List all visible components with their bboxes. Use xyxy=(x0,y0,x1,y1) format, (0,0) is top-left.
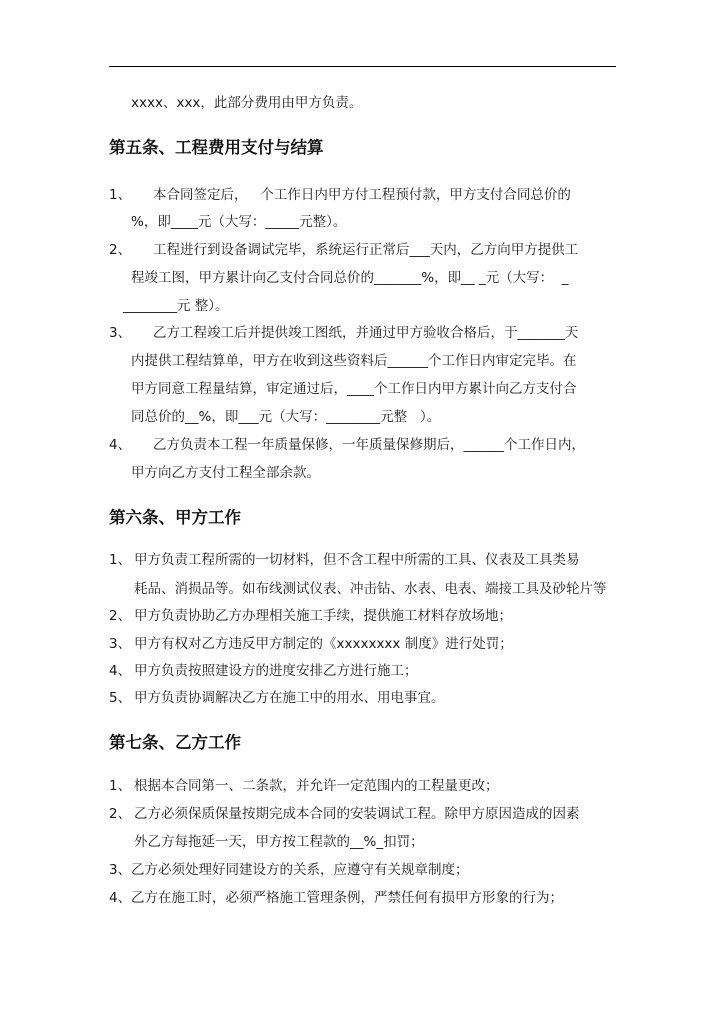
s6-item4-line1: 甲方负责按照建设方的进度安排乙方进行施工； xyxy=(134,663,418,679)
section7-title: 第七条、乙方工作 xyxy=(109,733,241,752)
s7-item2-num: 2、 xyxy=(109,806,132,822)
s6-item1-line2: 耗品、消损品等。如布线测试仪表、冲击钻、水表、电表、端接工具及砂轮片等 xyxy=(134,581,607,597)
s5-item3-line2: 内提供工程结算单，甲方在收到这些资料后______个工作日内审定完毕。在 xyxy=(131,353,577,369)
s6-item3-num: 3、 xyxy=(109,636,132,652)
s7-item3-line1: 乙方必须处理好同建设方的关系，应遵守有关规章制度； xyxy=(131,862,469,878)
s5-item2-num: 2、 xyxy=(109,242,132,258)
s7-item4-num: 4、 xyxy=(109,890,132,906)
s5-item2-line2: 程竣工图，甲方累计向乙支付合同总价的_______%，即__ _元（大写： _ xyxy=(131,270,569,286)
section5-title: 第五条、工程费用支付与结算 xyxy=(109,138,324,157)
s5-item1-line2: %，即____元（大写：_____元整）。 xyxy=(131,214,347,230)
s5-item4-num: 4、 xyxy=(109,437,132,453)
s5-item4-line2: 甲方向乙方支付工程全部余款。 xyxy=(131,465,320,481)
s5-item3-line1: 乙方工程竣工后并提供竣工图纸，并通过甲方验收合格后，于_______天 xyxy=(153,325,579,341)
s6-item5-line1: 甲方负责协调解决乙方在施工中的用水、用电事宜。 xyxy=(134,690,445,706)
s5-item3-line4: 同总价的__%，即___元（大写：________元整 ）。 xyxy=(131,409,441,425)
intro-line: xxxx、xxx，此部分费用由甲方负责。 xyxy=(131,95,363,111)
s6-item3-line1: 甲方有权对乙方违反甲方制定的《xxxxxxxx 制度》进行处罚； xyxy=(134,636,513,652)
s6-item4-num: 4、 xyxy=(109,663,132,679)
s7-item2-line2: 外乙方每拖延一天，甲方按工程款的__%_扣罚； xyxy=(134,834,424,850)
header-rule xyxy=(109,66,616,67)
s7-item4-line1: 乙方在施工时，必须严格施工管理条例，严禁任何有损甲方形象的行为； xyxy=(131,890,563,906)
s5-item1-num: 1、 xyxy=(109,187,132,203)
s6-item1-num: 1、 xyxy=(109,552,132,568)
s5-item3-num: 3、 xyxy=(109,325,132,341)
s6-item1-line1: 甲方负责工程所需的一切材料，但不含工程中所需的工具、仪表及工具类易 xyxy=(134,552,580,568)
s5-item2-line1: 工程进行到设备调试完毕，系统运行正常后___天内，乙方向甲方提供工 xyxy=(153,242,579,258)
s6-item5-num: 5、 xyxy=(109,690,132,706)
s7-item3-num: 3、 xyxy=(109,862,132,878)
section6-title: 第六条、甲方工作 xyxy=(109,508,241,527)
s5-item3-line3: 甲方同意工程量结算，审定通过后，____个工作日内甲方累计向乙方支付合 xyxy=(131,381,577,397)
s5-item1-line1: 本合同签定后， 个工作日内甲方付工程预付款，甲方支付合同总价的 xyxy=(153,187,571,203)
s6-item2-line1: 甲方负责协助乙方办理相关施工手续，提供施工材料存放场地； xyxy=(134,608,512,624)
s5-item2-line3: ________元 整）。 xyxy=(123,298,229,314)
s5-item4-line1: 乙方负责本工程一年质量保修，一年质量保修期后，______个工作日内， xyxy=(153,437,585,453)
s7-item1-line1: 根据本合同第一、二条款，并允许一定范围内的工程量更改； xyxy=(134,778,499,794)
s6-item2-num: 2、 xyxy=(109,608,132,624)
s7-item2-line1: 乙方必须保质保量按期完成本合同的安装调试工程。除甲方原因造成的因素 xyxy=(134,806,580,822)
s7-item1-num: 1、 xyxy=(109,778,132,794)
